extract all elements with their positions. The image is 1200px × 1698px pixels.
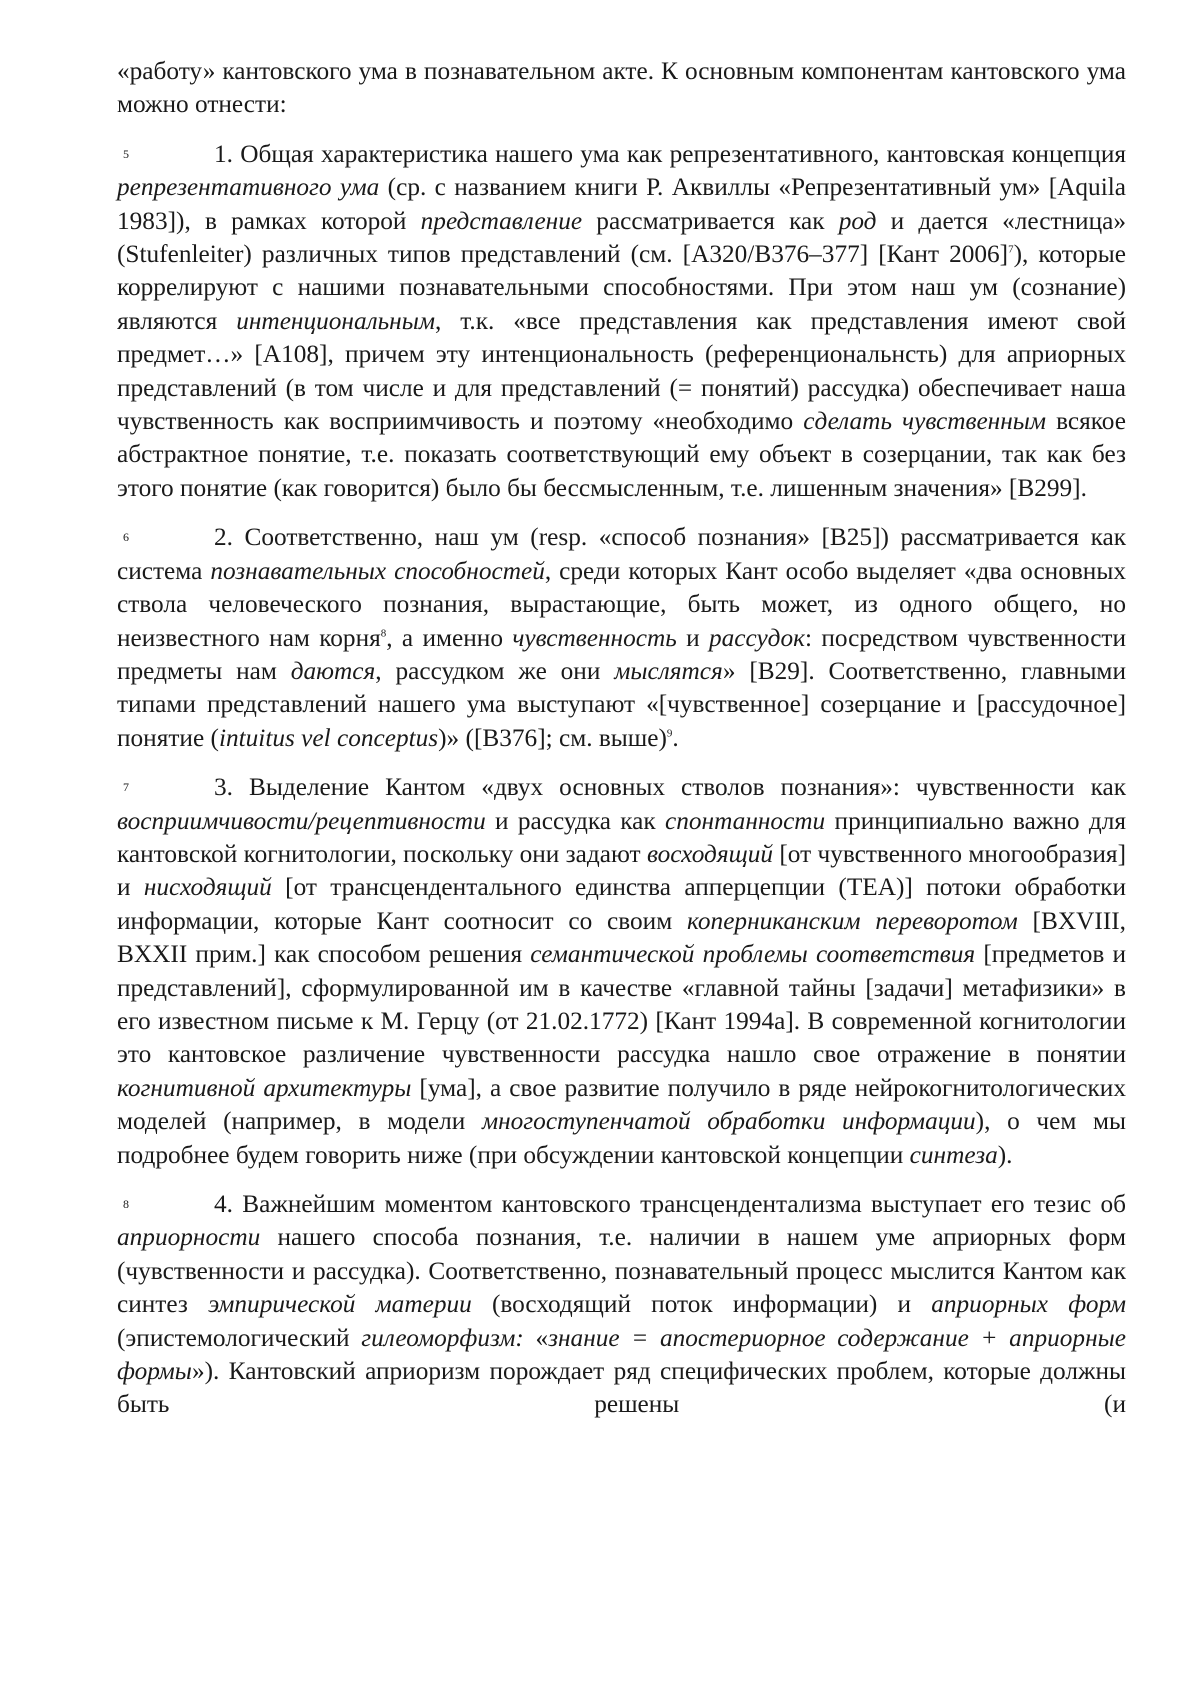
- paragraph-5: 5 1. Общая характеристика нашего ума как репрезентативного, кантовская концепция репрезентативного ума (ср. с названием книги Р. Аквиллы «Репрезентативный ум» [Aquila 1983]), в рамках которой представление рассматривается как род и дается «лестница» (Stufenleiter) различных типов представлений (см. [A320/B376–377] [Кант 2006]7), которые коррелируют с нашими познавательными способностями. При этом наш ум (сознание) являются интенциональным, т.к. «все представления как представления имеют свой предмет…» [A108], причем эту интенциональность (референциональнсть) для априорных представлений (в том числе и для представлений (= понятий) рассудка) обеспечивает наша чувственность как восприимчивость и поэтому «необходимо сделать чувственным всякое абстрактное понятие, т.е. показать соответствующий ему объект в созерцании, так как без этого понятие (как говорится) было бы бессмысленным, т.е. лишенным значения» [B299].: [117, 138, 1126, 505]
- paragraph-7: 7 3. Выделение Кантом «двух основных стволов познания»: чувственности как восприимчивости/рецептивности и рассудка как спонтанности принципиально важно для кантовской когнитологии, поскольку они задают восходящий [от чувственного многообразия] и нисходящий [от трансцендентального единства апперцепции (TEA)] потоки обработки информации, которые Кант соотносит со своим коперниканским переворотом [BXVIII, BXXII прим.] как способом решения семантической проблемы соответствия [предметов и представлений], сформулированной им в качестве «главной тайны [задачи] метафизики» в его известном письме к М. Герцу (от 21.02.1772) [Кант 1994a]. В современной когнитологии это кантовское различение чувственности рассудка нашло свое отражение в понятии когнитивной архитектуры [ума], а свое развитие получило в ряде нейрокогнитологических моделей (например, в модели многоступенчатой обработки информации), о чем мы подробнее будем говорить ниже (при обсуждении кантовской концепции синтеза).: [117, 771, 1126, 1172]
- italic-term: интенциональным: [236, 307, 435, 335]
- italic-term: репрезентативного ума: [117, 173, 379, 201]
- italic-term: априорных форм: [931, 1290, 1126, 1318]
- italic-term: рассудок: [709, 624, 805, 652]
- footnote-ref[interactable]: 8: [381, 627, 387, 639]
- paragraph-number: 6: [123, 521, 129, 554]
- italic-term: синтеза: [910, 1141, 998, 1169]
- italic-term: знание = апостериорное содержание + априорные формы: [117, 1324, 1126, 1385]
- intro-text: «работу» кантовского ума в познавательном акте. К основным компонентам кантовского ума можно отнести:: [117, 57, 1126, 118]
- italic-term: нисходящий: [144, 873, 272, 901]
- italic-term: intuitus vel conceptus: [219, 724, 438, 752]
- italic-term: априорности: [117, 1223, 260, 1251]
- italic-term: когнитивной архитектуры: [117, 1074, 411, 1102]
- paragraph-8: 8 4. Важнейшим моментом кантовского трансцендентализма выступает его тезис об априорности нашего способа познания, т.е. наличии в нашем уме априорных форм (чувственности и рассудка). Соответственно, познавательный процесс мыслится Кантом как синтез эмпирической материи (восходящий поток информации) и априорных форм (эпистемологический гилеоморфизм: «знание = апостериорное содержание + априорные формы»). Кантовский априоризм порождает ряд специфических проблем, которые должны быть решены (и: [117, 1188, 1126, 1422]
- footnote-ref[interactable]: 9: [667, 727, 673, 739]
- paragraph-number: 7: [123, 771, 129, 804]
- paragraph-number: 5: [123, 138, 129, 171]
- paragraph-6: 6 2. Соответственно, наш ум (resp. «способ познания» [B25]) рассматривается как система познавательных способностей, среди которых Кант особо выделяет «два основных ствола человеческого познания, вырастающие, быть может, из одного общего, но неизвестного нам корня8, а именно чувственность и рассудок: посредством чувственности предметы нам даются, рассудком же они мыслятся» [B29]. Соответственно, главными типами представлений нашего ума выступают «[чувственное] созерцание и [рассудочное] понятие (intuitus vel conceptus)» ([B376]; см. выше)9.: [117, 521, 1126, 755]
- italic-term: мыслятся: [614, 657, 723, 685]
- italic-term: даются: [291, 657, 376, 685]
- footnote-ref[interactable]: 7: [1008, 244, 1014, 256]
- italic-term: познавательных способностей: [210, 557, 545, 585]
- italic-term: сделать чувственным: [803, 407, 1046, 435]
- italic-term: спонтанности: [665, 807, 825, 835]
- italic-term: чувственность: [512, 624, 676, 652]
- document-page: [117, 55, 1126, 1422]
- italic-term: эмпирической материи: [208, 1290, 472, 1318]
- italic-term: восходящий: [647, 840, 773, 868]
- italic-term: род: [839, 207, 877, 235]
- paragraph-number: 8: [123, 1188, 129, 1221]
- italic-term: восприимчивости/рецептивности: [117, 807, 486, 835]
- italic-term: гилеоморфизм:: [361, 1324, 524, 1352]
- italic-term: многоступенчатой обработки информации: [482, 1107, 976, 1135]
- italic-term: коперниканским переворотом: [687, 907, 1018, 935]
- italic-term: представление: [421, 207, 582, 235]
- italic-term: семантической проблемы соответствия: [530, 940, 975, 968]
- intro-paragraph: [117, 55, 1126, 122]
